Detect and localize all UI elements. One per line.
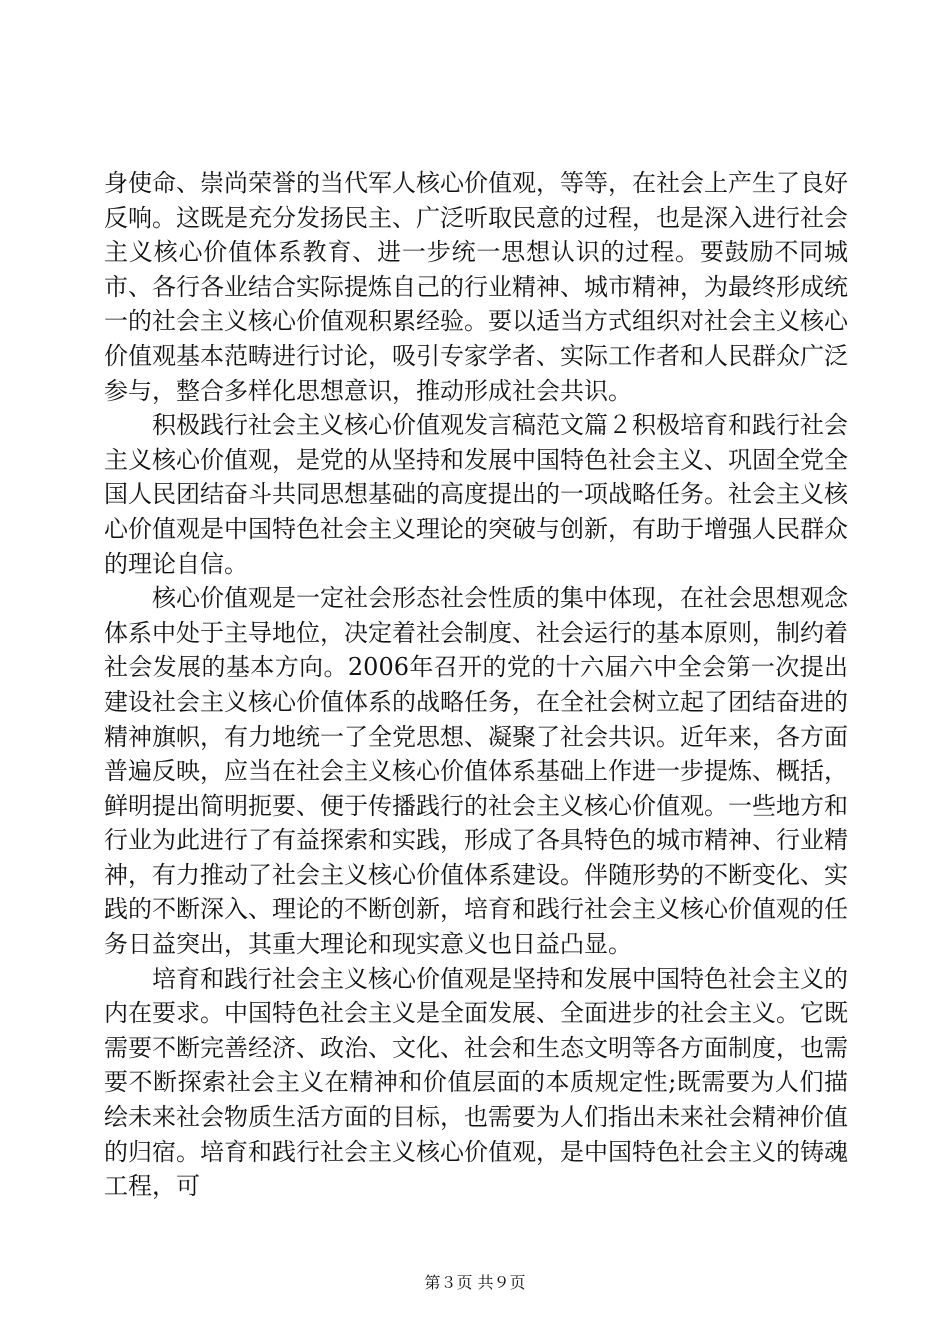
page-number-footer: 第３页 共９页 <box>424 1273 526 1292</box>
paragraph-4: 培育和践行社会主义核心价值观是坚持和发展中国特色社会主义的内在要求。中国特色社会主义是全面发展、全面进步的社会主义。它既需要不断完善经济、政治、文化、社会和生态文明等各方面制度，也需要不断探索社会主义在精神和价值层面的本质规定性;既需要为人们描绘未来社会物质生活方面的目标，也需要为人们指出未来社会精神价值的归宿。培育和践行社会主义核心价值观，是中国特色社会主义的铸魂工程，可 <box>104 964 848 1201</box>
paragraph-2: 积极践行社会主义核心价值观发言稿范文篇２积极培育和践行社会主义核心价值观，是党的从坚持和发展中国特色社会主义、巩固全党全国人民团结奋斗共同思想基础的高度提出的一项战略任务。社会主义核心价值观是中国特色社会主义理论的突破与创新，有助于增强人民群众的理论自信。 <box>104 411 848 578</box>
paragraph-3: 核心价值观是一定社会形态社会性质的集中体现，在社会思想观念体系中处于主导地位，决定着社会制度、社会运行的基本原则，制约着社会发展的基本方向。2006年召开的党的十六届六中全会第一次提出建设社会主义核心价值体系的战略任务，在全社会树立起了团结奋进的精神旗帜，有力地统一了全党思想、凝聚了社会共识。近年来，各方面普遍反映，应当在社会主义核心价值体系基础上作进一步提炼、概括，鲜明提出简明扼要、便于传播践行的社会主义核心价值观。一些地方和行业为此进行了有益探索和实践，形成了各具特色的城市精神、行业精神，有力推动了社会主义核心价值体系建设。伴随形势的不断变化、实践的不断深入、理论的不断创新，培育和践行社会主义核心价值观的任务日益突出，其重大理论和现实意义也日益凸显。 <box>104 584 848 959</box>
document-body <box>104 166 848 1204</box>
paragraph-1: 身使命、崇尚荣誉的当代军人核心价值观，等等，在社会上产生了良好反响。这既是充分发扬民主、广泛听取民意的过程，也是深入进行社会主义核心价值体系教育、进一步统一思想认识的过程。要鼓励不同城市、各行各业结合实际提炼自己的行业精神、城市精神，为最终形成统一的社会主义核心价值观积累经验。要以适当方式组织对社会主义核心价值观基本范畴进行讨论，吸引专家学者、实际工作者和人民群众广泛参与，整合多样化思想意识，推动形成社会共识。 <box>104 169 848 405</box>
